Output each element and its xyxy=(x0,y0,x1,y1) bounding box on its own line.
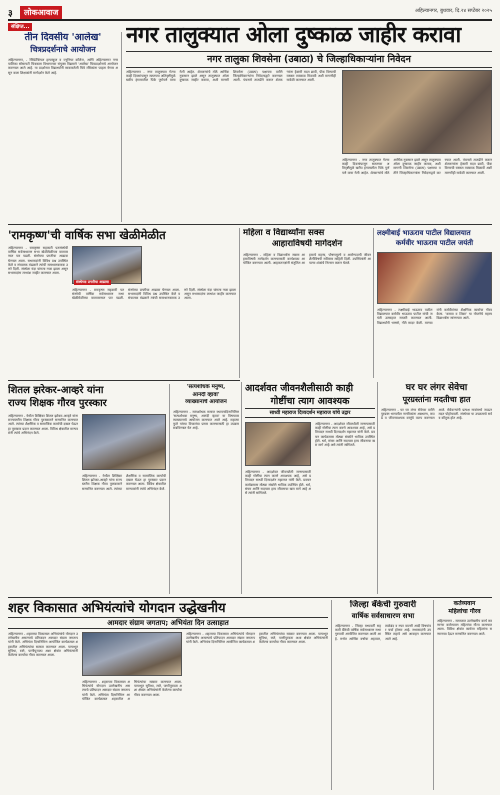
article-ramkrushna xyxy=(8,228,236,378)
headline: घर घर लंगर सेवेचा xyxy=(405,383,468,393)
article-mahila xyxy=(243,228,371,378)
headline: कर्तव्यवान xyxy=(453,600,476,607)
headline: जिल्हा बँकेची गुरुवारी xyxy=(349,600,417,610)
news-photo xyxy=(245,422,311,466)
headline: पूरग्रस्तांना मदतीचा हात xyxy=(402,395,471,404)
article-satyashodhak xyxy=(173,384,239,594)
subheadline: आमदार संग्राम जगताप; अभियंता दिन उत्साहात xyxy=(8,617,328,629)
masthead-rule xyxy=(8,19,492,21)
section-rule xyxy=(8,380,240,381)
article-body: अहिल्यानगर - जिल्हा मध्यवर्ती सहकारी बँकेची वार्षिक सर्वसाधारण सभा गुरुवारी आयोजित करण्यात आली आहे. सभेत आर्थिक वर्षाचा अहवाल, ताळेबंद व नफा वाटणी आदी विषयांवर चर्चा होणार आहे. सभासदांनी उपस्थित राहावे असे आवाहन करण्यात आले आहे. xyxy=(335,624,431,641)
article-body: अहिल्यानगर, - रेसिडेन्शियल हायस्कूल व ज्युनियर कॉलेज, आणि अहिल्यानगर नगरपालिका सोसायटी चित्रकला विभागाच्या संयुक्त विद्यमाने 'आलेख' चित्रप्रदर्शनाचे आयोजन करण्यात आले आहे. या प्रदर्शनात विद्यार्थ्यांनी साकारलेली चित्रे रसिकांना पाहता येणार असून कला शिक्षकांनी मार्गदर्शन केले आहे. xyxy=(8,58,118,75)
article-body-continued: अहिल्यानगर - येथील शिक्षिका शितल झरेकर-आव्हरे यांना राज्यस्तरीय शिक्षक गौरव पुरस्काराने सन्मानित करण्यात आले. त्यांच्या शैक्षणिक व सामाजिक कार्याची दखल घेऊन हा पुरस्कार प्रदान करण्यात आला. विविध क्षेत्रातील मान्यवरांनी त्यांचे अभिनंदन केले. xyxy=(82,474,166,491)
section-rule xyxy=(8,224,492,225)
date-line: अहिल्यानगर, बुधवार, दि.२४ सप्टेंबर २०२५ xyxy=(415,8,492,14)
article-body-continued: अहिल्यानगर - आदर्शवत जीवनशैली जगण्यासाठी काही गोष्टींचा त्याग करणे आवश्यक आहे, असे प्रतिपादन साध्वी दिव्यदर्शन महाराज यांनी केले. प्रवचन कार्यक्रमास मोठ्या संख्येने भाविक उपस्थित होते. धर्म, संयम आणि सदाचार हाच जीवनाचा खरा मार्ग आहे असे त्यांनी सांगितले. xyxy=(245,470,311,496)
article-teen-divasiya xyxy=(8,32,118,220)
article-shital xyxy=(8,384,166,594)
article-body: अहिल्यानगर - शहराच्या विकासात अभियंत्यांचे योगदान उल्लेखनीय असल्याचे प्रतिपादन आमदार संग्राम जगताप यांनी केले. अभियंता दिनानिमित्त आयोजित कार्यक्रमात शहरातील अभियंत्यांचा सत्कार करण्यात आला. पायाभूत सुविधा, रस्ते, पाणीपुरवठा अशा क्षेत्रांत अभियंत्यांनी केलेल्या कार्याचा गौरव करण्यात आला. xyxy=(8,632,78,658)
subheadline: नगर तालुका शिवसेना (उबाठा) चे जिल्हाधिकाऱ्यांना निवेदन xyxy=(207,54,411,65)
headline: आहाराविषयी मार्गदर्शन xyxy=(271,239,343,249)
column-divider xyxy=(433,600,434,790)
article-body-continued: अहिल्यानगर - शहराच्या विकासात अभियंत्यांचे योगदान उल्लेखनीय असल्याचे प्रतिपादन आमदार संग्राम जगताप यांनी केले. अभियंता दिनानिमित्त आयोजित कार्यक्रमात शहरातील अभियंत्यांचा सत्कार करण्यात आला. पायाभूत सुविधा, रस्ते, पाणीपुरवठा अशा क्षेत्रांत अभियंत्यांनी केलेल्या कार्याचा गौरव करण्यात आला. xyxy=(186,632,328,645)
news-photo xyxy=(82,414,166,470)
column-divider xyxy=(241,382,242,594)
headline: तीन दिवसीय 'आलेख' xyxy=(24,32,102,43)
article-body: अहिल्यानगर - रामकृष्ण सहकारी पतसंस्थेची वार्षिक सर्वसाधारण सभा खेळीमेळीच्या वातावरणात पार पडली. संस्थेच्या प्रगतीचा आढावा घेण्यात आला. सभासदांनी विविध प्रश्न उपस्थित केले व संचालक मंडळाने त्यांची समाधानकारक उत्तरे दिली. संस्थेला यंदा चांगला नफा झाला असून सभासदांना लाभांश जाहीर करण्यात आला. xyxy=(8,246,68,276)
article-jilha-bank xyxy=(335,600,431,790)
article-body: अहिल्यानगर - नगर तालुक्यात गेल्या काही दिवसांपासून सततच्या अतिवृष्टीमुळे खरीप हंगामातील पिके पूर्णपणे वाया गेली आहेत. शेतकऱ्यांचे मोठे आर्थिक नुकसान झाले असून तालुक्यात ओला दुष्काळ जाहीर करावा, अशी मागणी शिवसेना (उबाठा) पक्षाच्या वतीने जिल्हाधिकाऱ्यांना निवेदनाद्वारे करण्यात आली. पंचनामे तातडीने करून शेतकऱ्यांना हेक्टरी मदत द्यावी, पीक विम्याची रक्कम तात्काळ मिळावी अशी मागणीही यावेळी करण्यात आली. xyxy=(126,70,336,83)
headline: 'सत्यशोधक मनुष्य, xyxy=(186,384,226,390)
headline: वार्षिक सर्वसाधारण सभा xyxy=(351,612,415,620)
section-rule xyxy=(8,597,492,598)
column-divider xyxy=(169,384,170,594)
news-photo xyxy=(72,246,142,284)
article-nagar-taluka xyxy=(126,22,492,222)
article-adarshvat xyxy=(245,382,375,594)
headline: शहर विकासात अभियंत्यांचे योगदान उद्धेखनीय xyxy=(8,601,226,616)
news-photo xyxy=(377,252,492,304)
headline: आनंदी व्हावा' xyxy=(192,391,220,398)
headline: कर्मवीर भाऊराव पाटील जयंती xyxy=(395,239,474,247)
column-divider xyxy=(331,600,332,790)
headline: आदर्शवत जीवनशैलीसाठी काही xyxy=(245,383,354,394)
masthead xyxy=(8,6,492,18)
article-body-continued: अहिल्यानगर - शहराच्या विकासात अभियंत्यांचे योगदान उल्लेखनीय असल्याचे प्रतिपादन आमदार संग्राम जगताप यांनी केले. अभियंता दिनानिमित्त आयोजित कार्यक्रमात शहरातील अभियंत्यांचा सत्कार करण्यात आला. पायाभूत सुविधा, रस्ते, पाणीपुरवठा अशा क्षेत्रांत अभियंत्यांनी केलेल्या कार्याचा गौरव करण्यात आला. xyxy=(82,680,182,701)
article-shahar xyxy=(8,600,328,790)
headline: लक्ष्मीबाई भाऊराव पाटील विद्यालयात xyxy=(377,229,471,237)
page-number: ३ xyxy=(8,9,13,19)
article-ghar-ghar xyxy=(381,382,492,594)
article-body: अहिल्यानगर - महिला व विद्यार्थ्यांना सकस आहाराविषयी मार्गदर्शन करण्यासाठी कार्यशाळा आयोजित करण्यात आली. आहारतज्ज्ञांनी संतुलित आहाराचे महत्त्व, पोषणमूल्ये व आरोग्यदायी जीवनशैलीविषयी सविस्तर माहिती दिली. उपस्थितांनी आपल्या शंकांचे निरसन करून घेतले. xyxy=(243,253,371,266)
article-body: अहिल्यानगर - घर घर लंगर सेवेच्या वतीने पूरग्रस्त भागातील नागरिकांना अन्नधान्य, कपडे व जीवनावश्यक वस्तूंचे वाटप करण्यात आले. सेवेकऱ्यांनी प्रत्यक्ष गावांमध्ये जाऊन मदत पोहोचवली. संस्थेच्या या उपक्रमाचे सर्वत्र कौतुक होत आहे. xyxy=(381,408,492,421)
headline: चित्रप्रदर्शनाचे आयोजन xyxy=(30,45,96,54)
article-body-continued: अहिल्यानगर - नगर तालुक्यात गेल्या काही दिवसांपासून सततच्या अतिवृष्टीमुळे खरीप हंगामातील पिके पूर्णपणे वाया गेली आहेत. शेतकऱ्यांचे मोठे आर्थिक नुकसान झाले असून तालुक्यात ओला दुष्काळ जाहीर करावा, अशी मागणी शिवसेना (उबाठा) पक्षाच्या वतीने जिल्हाधिकाऱ्यांना निवेदनाद्वारे करण्यात आली. पंचनामे तातडीने करून शेतकऱ्यांना हेक्टरी मदत द्यावी, पीक विम्याची रक्कम तात्काळ मिळावी अशी मागणीही यावेळी करण्यात आली. xyxy=(342,158,492,175)
article-body-continued: अहिल्यानगर - रामकृष्ण सहकारी पतसंस्थेची वार्षिक सर्वसाधारण सभा खेळीमेळीच्या वातावरणात पार पडली. संस्थेच्या प्रगतीचा आढावा घेण्यात आला. सभासदांनी विविध प्रश्न उपस्थित केले व संचालक मंडळाने त्यांची समाधानकारक उत्तरे दिली. संस्थेला यंदा चांगला नफा झाला असून सभासदांना लाभांश जाहीर करण्यात आला. xyxy=(72,288,236,301)
article-laxmibai xyxy=(377,228,492,378)
column-divider xyxy=(121,32,122,222)
article-body: अहिल्यानगर - सत्यशोधक समाज स्थापनादिनानिमित्त 'सत्यशोधक मनुष्य, आनंदी व्हावा' या विषयावर व्याख्यानाचे आयोजन करण्यात आले आहे. महात्मा फुले यांच्या विचारांचा प्रसार करण्यासाठी हा उपक्रम राबविण्यात येत आहे. xyxy=(173,409,239,431)
news-photo xyxy=(82,632,182,676)
headline: महिलांचा गौरव xyxy=(448,608,481,615)
headline-rule xyxy=(126,67,492,68)
brief-label: संक्षिप्त... xyxy=(8,23,32,31)
article-body: अहिल्यानगर - लक्ष्मीबाई भाऊराव पाटील विद्यालयात कर्मवीर भाऊराव पाटील यांची जयंती उत्साहात साजरी करण्यात आली. विद्यार्थ्यांनी भाषणे, गीते सादर केली. मान्यवरांनी कर्मवीरांच्या शैक्षणिक कार्याचा गौरव केला. 'कमवा व शिका' या योजनेचे महत्त्व विद्यार्थ्यांना सांगण्यात आले. xyxy=(377,308,492,325)
article-body: अहिल्यानगर - समाजात उल्लेखनीय कार्य करणाऱ्या कर्तव्यवान महिलांचा गौरव करण्यात आला. विविध क्षेत्रांत कार्यरत महिलांना सन्मानपत्र देऊन सन्मानित करण्यात आले. xyxy=(437,619,492,636)
column-divider xyxy=(377,382,378,594)
article-kartavyavan xyxy=(437,600,492,790)
section-tag: संस्थेच्या प्रगतीचा आढावा xyxy=(76,280,109,284)
headline: राज्य शिक्षक गौरव पुरस्कार xyxy=(8,398,107,409)
article-body: अहिल्यानगर - येथील शिक्षिका शितल झरेकर-आव्हरे यांना राज्यस्तरीय शिक्षक गौरव पुरस्काराने सन्मानित करण्यात आले. त्यांच्या शैक्षणिक व सामाजिक कार्याची दखल घेऊन हा पुरस्कार प्रदान करण्यात आला. विविध क्षेत्रातील मान्यवरांनी त्यांचे अभिनंदन केले. xyxy=(8,414,78,435)
headline: महिला व विद्यार्थ्यांना सक्स xyxy=(243,228,325,238)
article-body: अहिल्यानगर - आदर्शवत जीवनशैली जगण्यासाठी काही गोष्टींचा त्याग करणे आवश्यक आहे, असे प्रतिपादन साध्वी दिव्यदर्शन महाराज यांनी केले. प्रवचन कार्यक्रमास मोठ्या संख्येने भाविक उपस्थित होते. धर्म, संयम आणि सदाचार हाच जीवनाचा खरा मार्ग आहे असे त्यांनी सांगितले. xyxy=(315,422,375,448)
news-photo xyxy=(342,70,492,154)
headline: व्याख्यानाचे आयोजन xyxy=(185,399,227,405)
subheadline: साध्वी महाराज दिव्यदर्शन महाराज यांचे उद्गार xyxy=(245,408,375,418)
column-divider xyxy=(239,228,240,378)
brand-logo: लोकआवाज xyxy=(20,6,62,19)
column-divider xyxy=(373,228,374,378)
headline: 'रामकृष्ण'ची वार्षिक सभा खेळीमेळीत xyxy=(8,228,166,242)
headline-rule xyxy=(126,51,492,52)
headline: नगर तालुक्यात ओला दुष्काळ जाहीर करावा xyxy=(126,23,461,48)
headline: शितल झरेकर-आव्हरे यांना xyxy=(8,385,104,396)
headline: गोष्टींचा त्याग आवश्यक xyxy=(270,396,350,407)
